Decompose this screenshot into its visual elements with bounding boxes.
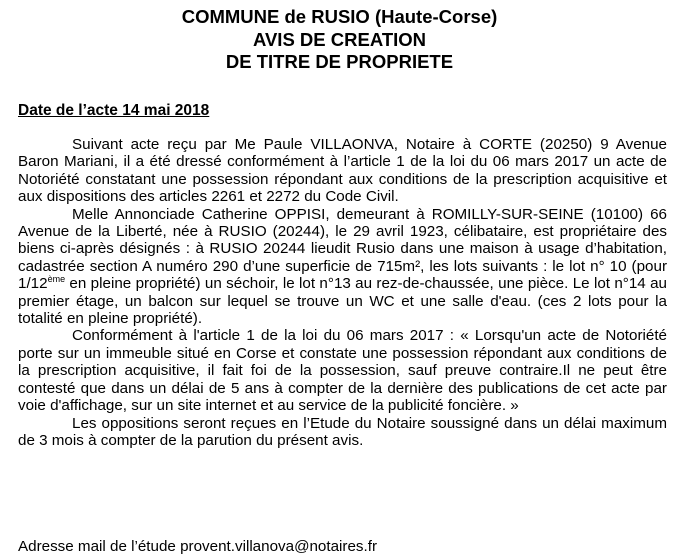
notice-header [0,6,679,74]
commune-title: COMMUNE de RUSIO (Haute-Corse) [181,6,498,27]
notice-subtitle: DE TITRE DE PROPRIETE [225,51,454,72]
superscript-eme: ème [47,274,66,285]
contact-email: provent.villanova@notaires.fr [180,538,378,555]
owner-text-part2: en pleine propriété) un séchoir, le lot n°13 au rez-de-chaussée, une pièce. Le lot n°14 au premier étage, un balcon sur lequel se trouve un WC et une salle d'eau. (ces 2 lots pour la totalité en pleine propriété). [18,275,667,328]
owner-text-part1: Melle Annonciade Catherine OPPISI, demeurant à ROMILLY-SUR-SEINE (10100) 66 Avenue de la Liberté, née à RUSIO (20244), le 29 avril 1923, célibataire, est propriétaire des biens ci-après désignés : à RUSIO 20244 lieudit Rusio dans une maison à usage d’habitation, cadastrée section A numéro 290 d’une superficie de 715m², les lots suivants : le lot n° 10 (pour 1/12 [18,205,667,293]
contact-line [18,538,377,555]
paragraph-law: Conformément à l'article 1 de la loi du 06 mars 2017 : « Lorsqu'un acte de Notoriété porte sur un immeuble situé en Corse et constate une possession répondant aux conditions de la prescription acquisitive, il fait foi de la possession, sauf preuve contraire.Il ne peut être contesté que dans un délai de 5 ans à compter de la dernière des publications de cet acte par voie d'affichage, sur un site internet et au service de la publicité foncière. » [18,327,667,415]
paragraph-owner [18,206,667,328]
paragraph-oppositions: Les oppositions seront reçues en l’Etude du Notaire soussigné dans un délai maximum de 3 mois à compter de la parution du présent avis. [18,414,667,449]
paragraph-deed: Suivant acte reçu par Me Paule VILLAONVA, Notaire à CORTE (20250) 9 Avenue Baron Mariani, il a été dressé conformément à l’article 1 de la loi du 06 mars 2017 un acte de Notoriété constatant une possession répondant aux conditions de la prescription acquisitive et aux dispositions des articles 2261 et 2272 du Code Civil. [18,136,667,206]
deed-date: Date de l’acte 14 mai 2018 [18,102,210,119]
contact-label: Adresse mail de l’étude [18,538,181,555]
notice-title: AVIS DE CREATION [252,28,427,50]
notice-body [18,136,667,449]
